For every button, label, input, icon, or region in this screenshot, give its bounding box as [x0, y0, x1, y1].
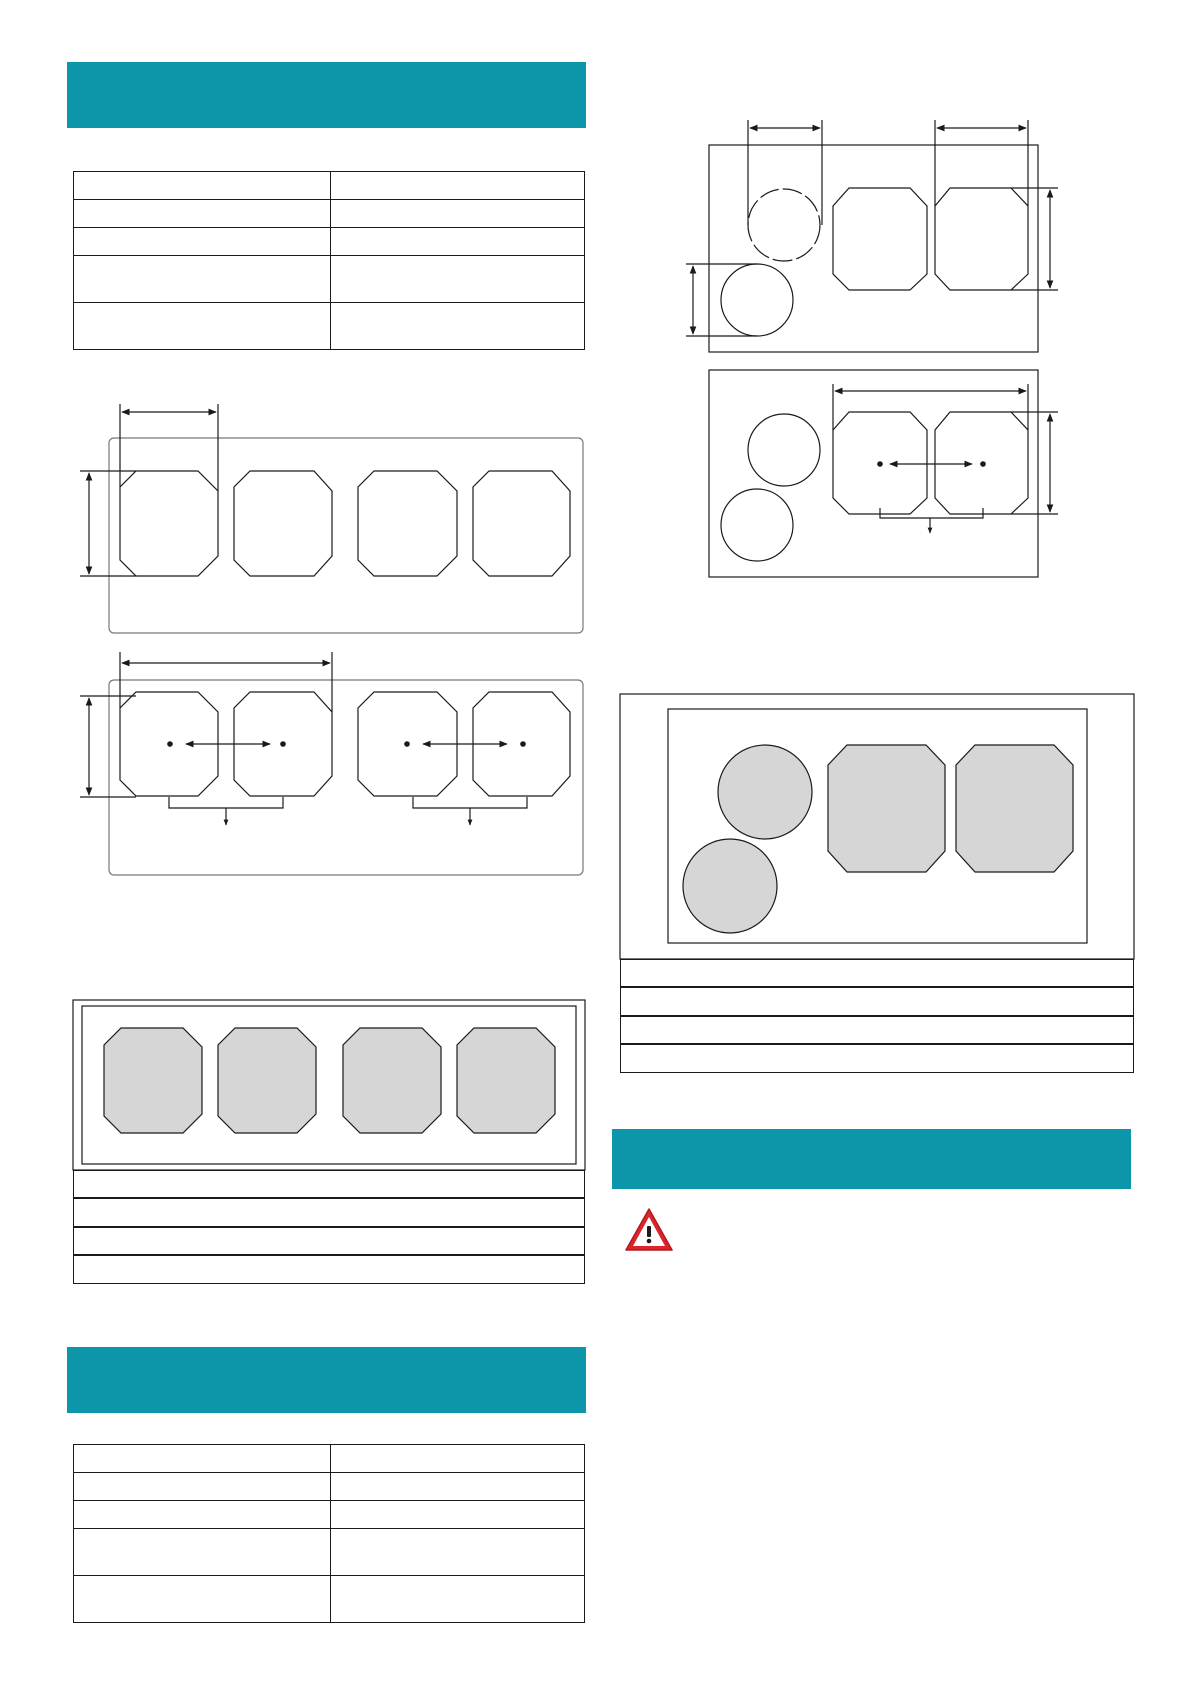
table-row: [620, 959, 1134, 987]
table-row: [620, 1044, 1134, 1073]
zone-shaded-round: [718, 745, 812, 839]
table-row: [620, 987, 1134, 1016]
mixed-zone-rows: [620, 959, 1134, 1073]
zone-shaded: [828, 745, 945, 872]
zone-shaded-round: [683, 839, 777, 933]
table-row: [620, 1016, 1134, 1044]
zone-shaded: [956, 745, 1073, 872]
warning-triangle-icon: [623, 1206, 675, 1254]
